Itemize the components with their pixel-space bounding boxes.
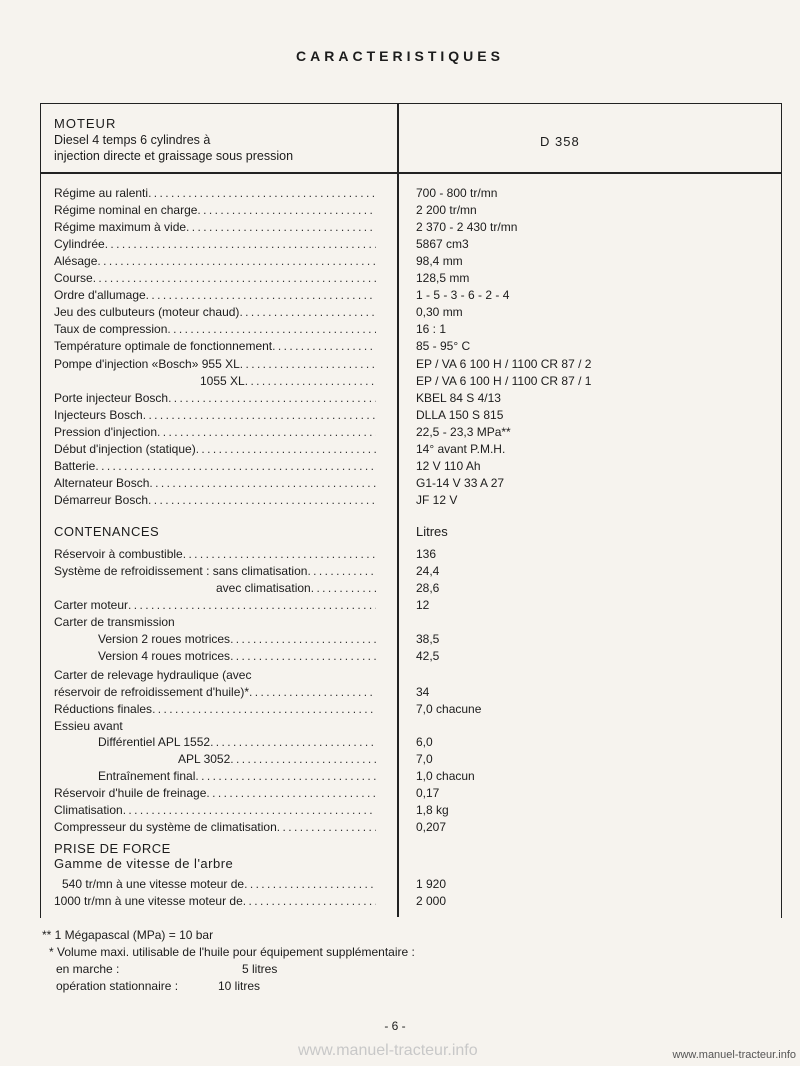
spec-label-wrap	[54, 631, 376, 648]
spec-row	[54, 785, 376, 802]
spec-label: Réservoir d'huile de freinage	[54, 786, 207, 801]
column-divider	[397, 103, 399, 917]
leader-dots	[152, 701, 376, 718]
leader-dots	[148, 492, 376, 509]
engine-description-line-1: Diesel 4 temps 6 cylindres à	[54, 133, 211, 147]
spec-row	[54, 893, 376, 910]
spec-label: Alternateur Bosch	[54, 475, 150, 490]
leader-dots	[95, 458, 376, 475]
spec-value: 1 920	[416, 877, 447, 891]
spec-value: 98,4 mm	[416, 254, 463, 269]
spec-value: 42,5	[416, 648, 440, 663]
watermark-right: www.manuel-tracteur.info	[672, 1049, 796, 1061]
leader-dots	[149, 475, 376, 492]
footnote-stationary	[56, 978, 422, 995]
spec-label-wrap	[54, 475, 376, 492]
spec-label-wrap	[54, 785, 376, 802]
leader-dots	[277, 819, 376, 836]
spec-row	[54, 648, 376, 665]
spec-row	[54, 424, 376, 441]
spec-value: EP / VA 6 100 H / 1100 CR 87 / 1	[416, 373, 592, 388]
leader-dots	[97, 253, 376, 270]
spec-label-wrap	[54, 253, 376, 270]
spec-value: 28,6	[416, 580, 440, 595]
spec-label-wrap	[54, 893, 376, 910]
footnotes	[40, 927, 415, 995]
spec-value: 0,17	[416, 786, 440, 801]
spec-row	[54, 667, 376, 684]
spec-label-wrap	[54, 185, 376, 202]
spec-value: 16 : 1	[416, 322, 447, 337]
leader-dots	[157, 424, 376, 441]
spec-row	[54, 253, 376, 270]
spec-value: 6,0	[416, 735, 433, 750]
leader-dots	[148, 185, 376, 202]
spec-row	[54, 614, 376, 631]
spec-label-wrap	[54, 407, 376, 424]
spec-label-wrap	[54, 236, 376, 253]
leader-dots	[206, 785, 376, 802]
leader-dots	[196, 441, 376, 458]
spec-label: Porte injecteur Bosch	[54, 390, 169, 405]
engine-description-line-2: injection directe et graissage sous pression	[54, 149, 294, 163]
spec-value: 128,5 mm	[416, 271, 470, 286]
spec-row	[54, 701, 376, 718]
leader-dots	[240, 356, 376, 373]
contenances-unit: Litres	[416, 524, 448, 539]
leader-dots	[244, 876, 376, 893]
footnote-running-label: en marche :	[56, 962, 120, 976]
spec-label: Climatisation	[54, 803, 123, 818]
spec-label-wrap	[54, 751, 376, 768]
watermark-center: www.manuel-tracteur.info	[298, 1042, 478, 1059]
spec-value: 0,30 mm	[416, 305, 463, 320]
spec-row	[54, 373, 376, 390]
spec-row	[54, 338, 376, 355]
spec-label: Différentiel APL 1552	[98, 735, 211, 750]
spec-label-wrap	[54, 546, 376, 563]
leader-dots	[249, 684, 376, 701]
spec-value: 7,0 chacune	[416, 701, 482, 716]
spec-value: 136	[416, 547, 437, 561]
spec-label: Version 4 roues motrices	[98, 648, 231, 663]
spec-value: 22,5 - 23,3 MPa**	[416, 424, 511, 439]
spec-row	[54, 802, 376, 819]
spec-label-wrap	[54, 563, 376, 580]
spec-label-wrap	[54, 270, 376, 287]
footnote-volume: * Volume maxi. utilisable de l'huile pour équipement supplémentaire :	[49, 945, 415, 959]
spec-row	[54, 580, 376, 597]
spec-label: Injecteurs Bosch	[54, 407, 143, 422]
spec-label: Carter moteur	[54, 597, 129, 612]
spec-label-wrap	[54, 701, 376, 718]
spec-row	[54, 768, 376, 785]
spec-label-wrap	[54, 219, 376, 236]
spec-value: 5867 cm3	[416, 237, 469, 252]
spec-row	[54, 492, 376, 509]
leader-dots	[167, 321, 376, 338]
leader-dots	[245, 373, 376, 390]
spec-row	[54, 356, 376, 373]
engine-header	[54, 116, 293, 164]
spec-value: 7,0	[416, 752, 433, 767]
spec-label-wrap	[54, 356, 376, 373]
leader-dots	[239, 304, 376, 321]
leader-dots	[123, 802, 376, 819]
leader-dots	[230, 648, 376, 665]
spec-label-wrap	[54, 373, 376, 390]
spec-row	[54, 458, 376, 475]
leader-dots	[93, 270, 376, 287]
leader-dots	[243, 893, 376, 910]
spec-label: Début d'injection (statique)	[54, 441, 196, 456]
spec-row	[54, 734, 376, 751]
spec-label: Réservoir à combustible	[54, 547, 183, 561]
spec-value: 2 000	[416, 894, 447, 908]
spec-value: 12 V 110 Ah	[416, 458, 481, 473]
spec-row	[54, 563, 376, 580]
spec-label-wrap	[54, 684, 376, 701]
spec-value: 2 370 - 2 430 tr/mn	[416, 220, 518, 235]
spec-label: Démarreur Bosch	[54, 492, 149, 507]
spec-label: avec climatisation	[216, 580, 311, 595]
leader-dots	[197, 202, 376, 219]
spec-label-wrap	[54, 734, 376, 751]
spec-label-wrap	[54, 597, 376, 614]
footnote-running	[56, 961, 422, 978]
leader-dots	[128, 597, 376, 614]
spec-label-wrap	[54, 441, 376, 458]
spec-label: Système de refroidissement : sans climatisation	[54, 563, 308, 578]
footnote-stationary-value: 10 litres	[218, 979, 261, 993]
contenances-title: CONTENANCES	[54, 524, 160, 539]
spec-label-wrap	[54, 492, 376, 509]
spec-label: Cylindrée	[54, 237, 105, 252]
spec-label: Course	[54, 271, 93, 286]
spec-value: 2 200 tr/mn	[416, 203, 477, 218]
spec-label: Carter de transmission	[54, 614, 175, 629]
spec-value: 38,5	[416, 631, 440, 646]
spec-label-wrap	[54, 580, 376, 597]
spec-label-wrap	[54, 667, 376, 684]
leader-dots	[195, 768, 376, 785]
spec-row	[54, 597, 376, 614]
spec-label: réservoir de refroidissement d'huile)*	[54, 684, 250, 699]
spec-value: KBEL 84 S 4/13	[416, 390, 501, 405]
spec-label: Ordre d'allumage	[54, 288, 146, 303]
spec-row	[54, 185, 376, 202]
spec-row	[54, 441, 376, 458]
spec-label-wrap	[54, 802, 376, 819]
pto-subtitle: Gamme de vitesse de l'arbre	[54, 856, 234, 871]
spec-value: 12	[416, 597, 430, 612]
spec-label-wrap	[54, 718, 376, 735]
spec-label: 540 tr/mn à une vitesse moteur de	[62, 877, 245, 891]
spec-label: Version 2 roues motrices	[98, 631, 231, 646]
spec-row	[54, 546, 376, 563]
spec-label: Batterie	[54, 458, 96, 473]
model-name: D 358	[540, 134, 580, 149]
header-divider	[40, 172, 782, 174]
leader-dots	[230, 751, 376, 768]
page-number: - 6 -	[384, 1019, 406, 1033]
leader-dots	[272, 338, 376, 355]
spec-label: Régime au ralenti	[54, 186, 149, 200]
spec-label-wrap	[54, 202, 376, 219]
footnote-mpa: ** 1 Mégapascal (MPa) = 10 bar	[42, 928, 214, 942]
footnote-stationary-label: opération stationnaire :	[56, 979, 179, 993]
spec-label-wrap	[54, 614, 376, 631]
leader-dots	[311, 580, 376, 597]
leader-dots	[105, 236, 376, 253]
leader-dots	[230, 631, 376, 648]
spec-label-wrap	[54, 304, 376, 321]
spec-label-wrap	[54, 768, 376, 785]
spec-row	[54, 270, 376, 287]
spec-row	[54, 236, 376, 253]
spec-row	[54, 219, 376, 236]
spec-value: 14° avant P.M.H.	[416, 441, 506, 456]
spec-label-wrap	[54, 287, 376, 304]
spec-value: 1 - 5 - 3 - 6 - 2 - 4	[416, 288, 510, 303]
spec-value: 1,0 chacun	[416, 769, 475, 784]
spec-label: Alésage	[54, 254, 98, 269]
spec-label: Taux de compression	[54, 322, 168, 337]
spec-label: Jeu des culbuteurs (moteur chaud)	[54, 305, 240, 320]
spec-value: EP / VA 6 100 H / 1100 CR 87 / 2	[416, 356, 592, 371]
spec-label: Entraînement final	[98, 769, 196, 784]
leader-dots	[307, 563, 376, 580]
leader-dots	[168, 390, 376, 407]
spec-value: G1-14 V 33 A 27	[416, 475, 505, 490]
spec-row	[54, 631, 376, 648]
leader-dots	[186, 219, 376, 236]
spec-row	[54, 321, 376, 338]
spec-value: DLLA 150 S 815	[416, 407, 504, 422]
spec-value: 85 - 95° C	[416, 339, 471, 354]
spec-row	[54, 718, 376, 735]
leader-dots	[210, 734, 376, 751]
spec-label: Pression d'injection	[54, 424, 158, 439]
spec-label: 1000 tr/mn à une vitesse moteur de	[54, 894, 243, 908]
spec-value: 700 - 800 tr/mn	[416, 186, 498, 200]
spec-row	[54, 202, 376, 219]
leader-dots	[146, 287, 376, 304]
spec-row	[54, 684, 376, 701]
spec-row	[54, 407, 376, 424]
spec-label: 1055 XL	[200, 373, 245, 388]
spec-label-wrap	[54, 648, 376, 665]
spec-row	[54, 876, 376, 893]
spec-label: Régime nominal en charge	[54, 203, 198, 218]
spec-row	[54, 287, 376, 304]
spec-value: JF 12 V	[416, 492, 458, 507]
page-title: CARACTERISTIQUES	[296, 48, 504, 64]
spec-label-wrap	[54, 819, 376, 836]
spec-label-wrap	[54, 390, 376, 407]
spec-label: Réductions finales	[54, 701, 153, 716]
spec-label: Régime maximum à vide	[54, 220, 187, 235]
spec-row	[54, 390, 376, 407]
pto-title: PRISE DE FORCE	[54, 841, 171, 856]
spec-label-wrap	[54, 338, 376, 355]
spec-row	[54, 304, 376, 321]
engine-title: MOTEUR	[54, 116, 117, 131]
spec-value: 0,207	[416, 820, 447, 835]
spec-value: 34	[416, 684, 430, 699]
spec-row	[54, 475, 376, 492]
spec-row	[54, 819, 376, 836]
spec-label: Carter de relevage hydraulique (avec	[54, 667, 252, 682]
footnote-running-value: 5 litres	[242, 962, 278, 976]
spec-label-wrap	[54, 876, 376, 893]
spec-value: 1,8 kg	[416, 803, 449, 818]
spec-value: 24,4	[416, 563, 440, 578]
spec-label: Essieu avant	[54, 718, 123, 733]
spec-label-wrap	[54, 458, 376, 475]
spec-label: Température optimale de fonctionnement	[54, 339, 273, 354]
spec-label: Compresseur du système de climatisation	[54, 820, 277, 835]
spec-label: Pompe d'injection «Bosch» 955 XL	[54, 356, 240, 371]
spec-row	[54, 751, 376, 768]
leader-dots	[143, 407, 376, 424]
spec-label-wrap	[54, 424, 376, 441]
spec-label-wrap	[54, 321, 376, 338]
spec-label: APL 3052	[178, 752, 231, 767]
leader-dots	[183, 546, 376, 563]
